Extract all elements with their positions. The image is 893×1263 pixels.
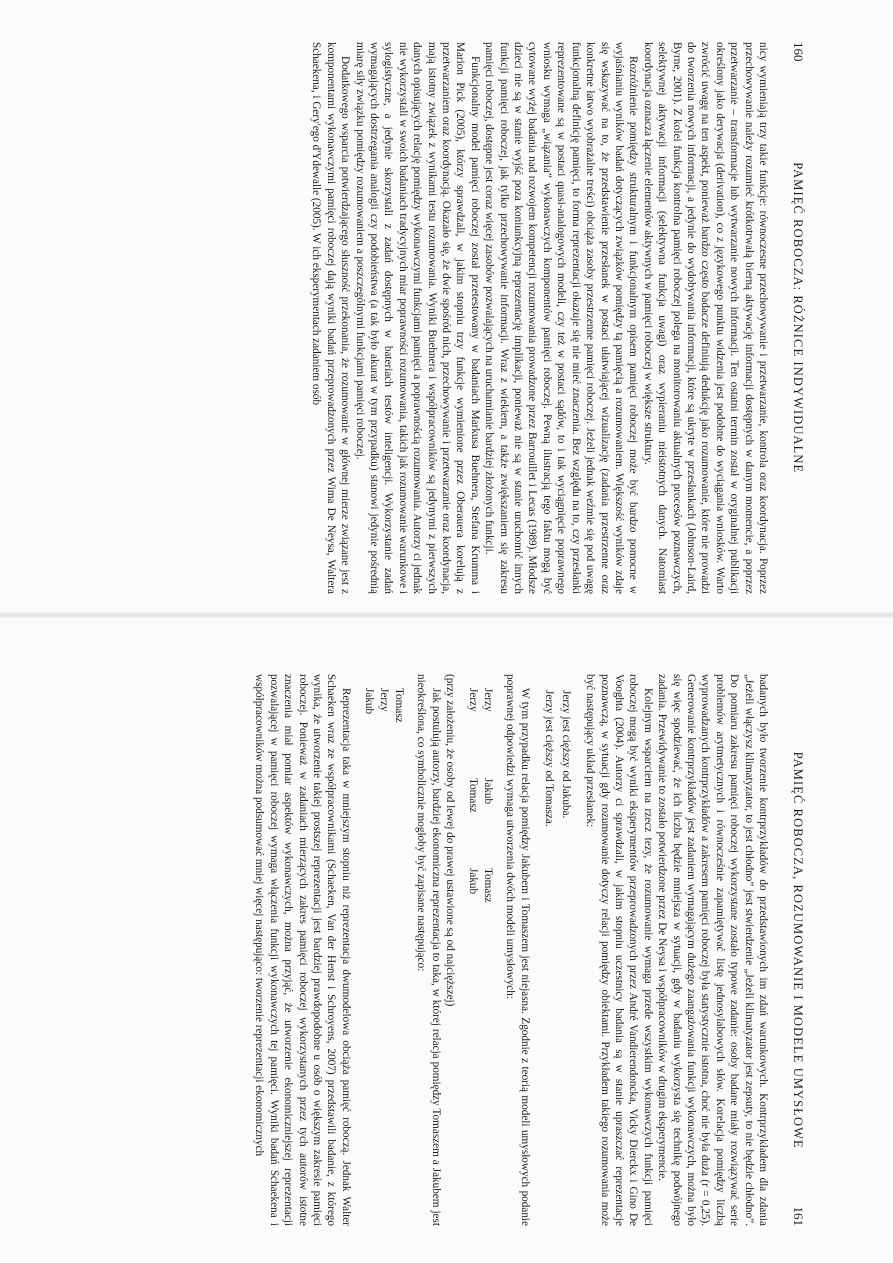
left-text-column (309, 42, 770, 594)
paragraph: badanych było tworzenie kontrprzykładów do przedstawionych im zdań warunkowych. Kontrprzykładem dla zdania „Jeżeli włączysz klimatyzator, to jest chłodno” jest stwierdzenie „Jeżeli klimatyzator jest zepsuty, to nie będzie chłodno”. Do pomiaru zakresu pamięci roboczej wykorzystane zostało typowe zadanie: osoby badane miały rozwiązywać serie problemów arytmetycznych i równocześnie zapamiętywać listę jednosylabowych słów. Korelacja pomiędzy liczbą wyprowadzanych kontrprzykładów a zakresem pamięci roboczej była statystycznie istotna, choć nie była duża (r = 0,25). Generowanie kontrprzykładów jest zadaniem wymagającym dużego zaangażowania funkcji wykonawczych, można było się więc spodziewać, że ich liczba będzie mniejsza w sytuacji, gdy w badaniu wykorzysta się technikę podwójnego zadania. Przewidywanie to zostało potwierdzone przez De Neysa i współpracowników w drugim eksperymencie. (656, 674, 769, 1226)
paragraph: Rozróżnienie pomiędzy strukturalnym i funkcjonalnym opisem pamięci roboczej może być bardzo pomocne w wyjaśnianiu wyników badań dotyczących związków pomiędzy tą pamięcią a rozumowaniem. Większość wyników zdaje się wskazywać na to, że przedstawienie przesłanek w postaci ułatwiającej wizualizację (zadania przestrzenne oraz konkretne łatwo wyobrażalne treści) obciąża zasoby przestrzenne pamięci roboczej. Jeżeli jednak weźmie się pod uwagę funkcjonalną definicję pamięci, to forma reprezentacji okazuje się nie mieć znaczenia. Bez względu na to, czy przesłanki reprezentowane są w postaci quasi-analogowych modeli, czy też w postaci sądów, to i tak wyciągnięcie poprawnego wniosku wymaga „wiązania” wykonawczych komponentów pamięci roboczej. Pewną ilustracją tego faktu mogą być cytowane wyżej badania nad rozwojem kompetencji rozumowania prowadzone przez Barrouillet i Lecas (1989). Młodsze dzieci nie są w stanie wyjść poza koniunkcyjną reprezentację implikacji, ponieważ nie są w stanie uruchomić innych funkcji pamięci roboczej, jak tylko przechowywanie informacji. Wraz z wiekiem, a także zwiększaniem się zakresu pamięci roboczej, dostępne jest coraz więcej zasobów pozwalających na uruchamianie bardziej złożonych funkcji. (483, 42, 640, 594)
paragraph: nicy wymieniają trzy takie funkcje: równoczesne przechowywanie i przetwarzanie, kontrola oraz koordynacja. Poprzez przechowywanie należy rozumieć krótkotrwałą bierną aktywację informacji dostępnych w danym momencie, a poprzez przetwarzanie – transformacje lub wytwarzanie nowych informacji. Ten ostatni termin został w oryginalnej publikacji określony jako derywacja (derivation), co z językowego punktu widzenia jest podobne do wyciągania wniosków. Warto zwrócić uwagę na ten aspekt, ponieważ bardzo często badacze definiują dedukcję jako rozumowanie, które nie prowadzi do tworzenia nowych informacji, a jedynie do wydobywania informacji, które są ukryte w przesłankach (Johnson-Laird, Byrne, 2001). Z kolei funkcja kontrolna pamięci roboczej polega na monitorowaniu aktualnych procesów poznawczych, selektywnej aktywacji informacji (selektywna funkcja uwagi) oraz wypieraniu nieistotnych danych. Natomiast koordynacja oznacza łączenie elementów aktywnych w pamięci roboczej w większe struktury. (641, 42, 769, 594)
left-page-number: 160 (791, 42, 806, 62)
right-running-head (790, 674, 806, 1226)
left-running-title: PAMIĘĆ ROBOCZA: RÓŻNICE INDYWIDUALNE (791, 162, 805, 474)
model-cell: Jerzy (467, 688, 480, 712)
paragraph: Kolejnym wsparciem na rzecz tezy, że rozumowanie wymaga przede wszystkim wykonawczych funkcji pamięci roboczej mogą być wyniki eksperymentów przeprowadzonych przez André Vandierendoncka, Vicky Dierckx i Gino De Vooghta (2004). Autorzy ci sprawdzali, w jakim stopniu uczestnicy badania są w stanie upraszczać reprezentacje poznawczą, w sytuacji gdy rozumowanie dotyczy relacji pomiędzy obiektami. Przykładem takiego rozumowania może być następujący układ przesłanek: (584, 674, 654, 1226)
mental-models-table (465, 688, 495, 1226)
paragraph: Funkcjonalny model pamięci roboczej został przetestowany w badaniach Markusa Buehnera, Stefana Krumma i Marion Pick (2005), którzy sprawdzali, w jakim stopniu trzy funkcje wymienione przez Oberauera korelują z przetwarzaniem oraz koordynacją. Okazało się, że dwie spośród nich, przechowywanie i przetwarzanie oraz koordynacja, mają istotny związek z wynikami testu rozumowania. Wyniki Buehnera i współpracowników są jedynymi z pierwszych danych opisujących relację pomiędzy wykonawczymi funkcjami pamięci a poprawnością rozumowania. Autorzy ci jednak nie wykorzystali w swoich badaniach tradycyjnych miar poprawności rozumowania, takich jak rozumowanie warunkowe i sylogistyczne, a jedynie skorzystali z zadań dostępnych w bateriach testów inteligencji. Wykorzystanie zadań wymagających dostrzegania analogii czy podobieństwa (a tak było akurat w tym przypadku) stanowi jedynie pośrednią miarę siły związku pomiędzy rozumowaniem a poszczególnymi funkcjami pamięci roboczej. (353, 42, 481, 594)
right-text-column (252, 674, 770, 1226)
note: (przy założeniu, że osoby od lewej do prawej ustawione są od najcięższej) (444, 674, 457, 1007)
paragraph: Dodatkowego wsparcia potwierdzającego słuszność przekonania, że rozumowanie w głównej mierze związane jest z komponentami wykonawczymi pamięci roboczej dają wyniki badań przeprowadzonych przez Wima De Neysa, Waltera Schaekena, i Gery'ego d'Ydewalle (2005). W ich eksperymentach zadaniem osób (310, 42, 352, 594)
model-row (465, 688, 480, 1226)
paragraph: Jak postulują autorzy, bardziej ekonomiczna reprezentacja to taka, w której relacja pomiędzy Tomaszem a Jakubem jest nieokreślona, co symbolicznie mogłoby być zapisane następująco: (415, 674, 442, 1226)
model-cell: Tomasz (482, 868, 495, 903)
model-cell: Jakub (482, 778, 495, 805)
list-item: Tomasz (392, 688, 405, 723)
premise: Jerzy jest cięższy od Jakuba. (559, 690, 572, 819)
list-item: Jerzy (377, 688, 390, 712)
right-page (8, 650, 828, 1250)
model-row (480, 688, 495, 1226)
model-cell: Tomasz (467, 778, 480, 813)
model-cell: Jakub (467, 868, 480, 895)
model-cell: Jerzy (482, 688, 495, 712)
book-gutter (0, 612, 893, 618)
paragraph: W tym przypadku relacja pomiędzy Jakubem i Tomaszem jest niejasna. Zgodnie z teorią modeli umysłowych podanie poprawnej odpowiedzi wymaga utworzenia dwóch modeli umysłowych: (504, 674, 531, 1226)
paragraph: Reprezentacja taka w mniejszym stopniu niż reprezentacja dwumodelowa obciąża pamięć roboczą. Jednak Walter Schaeken wraz ze współpracownikami (Schaeken, Van der Henst i Schroyens, 2007) przedstawili badanie, z którego wynika, że utworzenie takiej prostszej reprezentacji jest bardziej prawdopodobne u osób o większym zakresie pamięci roboczej. Ponieważ w zadaniach mierzących zakres pamięci roboczej wykorzystanych przez tych autorów istotne znaczenia miał pomiar aspektów wykonawczych, można przyjąć, że utworzenie ekonomiczniejszej reprezentacji pozwalającej w pamięci roboczej wymaga włączenia funkcji wykonawczych tej pamięci. Wyniki badań Schaekena i współpracowników można podsumować mniej więcej następująco: tworzenie reprezentacji ekonomicznych (253, 674, 352, 1226)
economic-representation-list (361, 688, 406, 1226)
left-running-head (790, 42, 806, 594)
list-item: Jakub (362, 688, 375, 715)
right-page-number: 161 (791, 1206, 806, 1226)
left-page (8, 18, 828, 618)
right-running-title: PAMIĘĆ ROBOCZA, ROZUMOWANIE I MODELE UMYSŁOWE (791, 751, 805, 1149)
premise: Jerzy jest cięższy od Tomasza. (543, 690, 556, 827)
